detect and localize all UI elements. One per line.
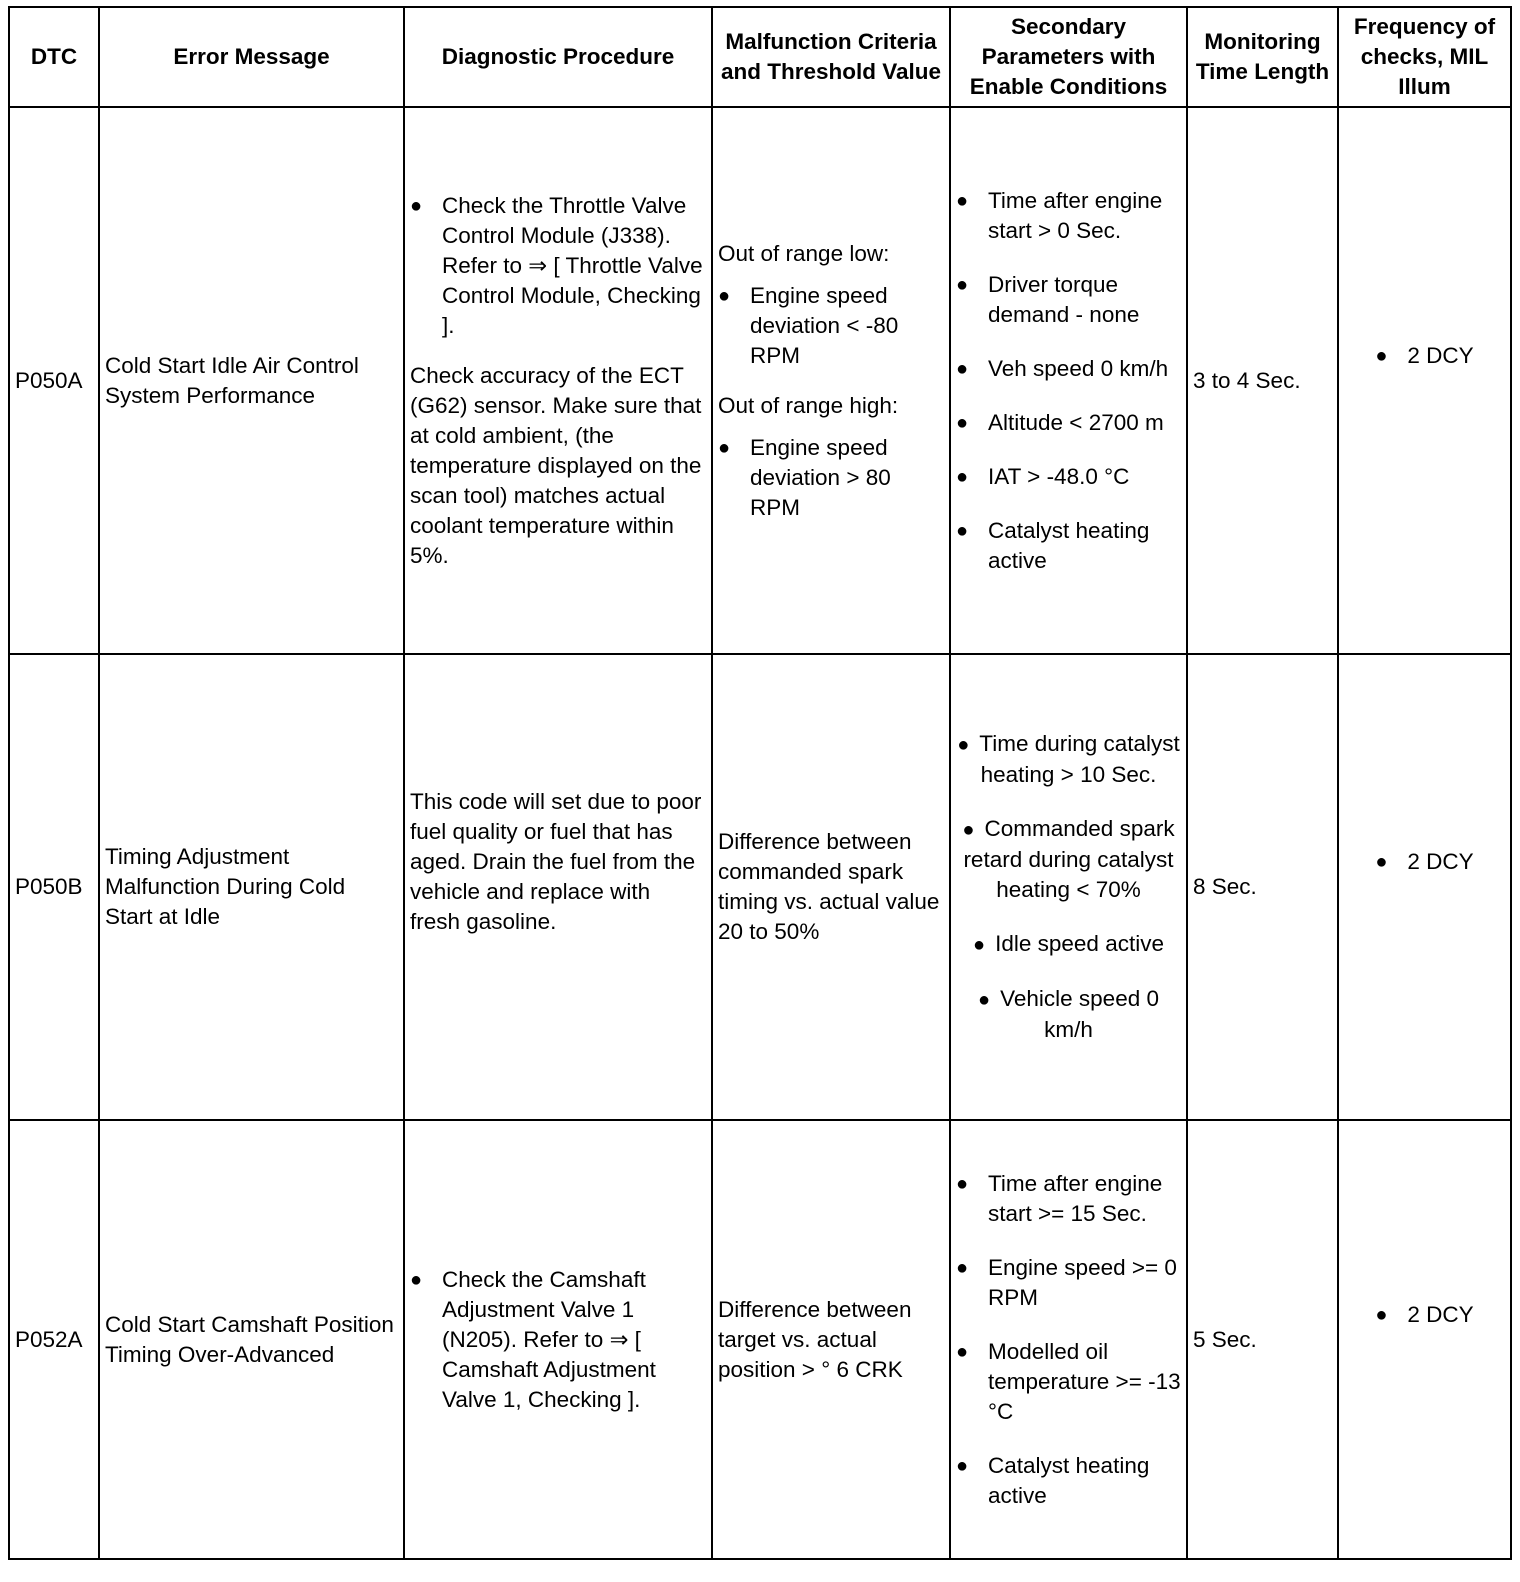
dtc-code: P050A bbox=[9, 107, 99, 654]
error-message: Cold Start Idle Air Control System Performance bbox=[99, 107, 404, 654]
list-item: ● Idle speed active bbox=[956, 929, 1181, 960]
table-row bbox=[9, 107, 1511, 654]
procedure-bullet: ● Check the Throttle Valve Control Module (J338). Refer to ⇒ [ Throttle Valve Control Module, Checking ]. bbox=[410, 191, 706, 341]
criteria-low-label: Out of range low: bbox=[718, 240, 890, 266]
list-item: ● Commanded spark retard during catalyst heating < 70% bbox=[956, 814, 1181, 905]
secondary-parameters bbox=[950, 1120, 1187, 1559]
malfunction-criteria bbox=[712, 107, 950, 654]
criteria-low-list bbox=[718, 281, 944, 371]
frequency bbox=[1338, 654, 1511, 1120]
list-item: ● Time after engine start >= 15 Sec. bbox=[956, 1169, 1181, 1229]
list-item: ● IAT > -48.0 °C bbox=[956, 462, 1181, 492]
header-row bbox=[9, 7, 1511, 107]
secondary-parameters bbox=[950, 654, 1187, 1120]
monitoring-time: 5 Sec. bbox=[1187, 1120, 1338, 1559]
secondary-list bbox=[956, 186, 1181, 576]
frequency bbox=[1338, 1120, 1511, 1559]
frequency-list bbox=[1375, 847, 1473, 877]
header-error-message: Error Message bbox=[99, 7, 404, 107]
table-row bbox=[9, 654, 1511, 1120]
list-item: ● Time during catalyst heating > 10 Sec. bbox=[956, 729, 1181, 790]
list-item: ● Modelled oil temperature >= -13 °C bbox=[956, 1337, 1181, 1427]
criteria-high-label: Out of range high: bbox=[718, 392, 899, 418]
table-row bbox=[9, 1120, 1511, 1559]
secondary-parameters bbox=[950, 107, 1187, 654]
criteria-high-list bbox=[718, 433, 944, 523]
header-dtc: DTC bbox=[9, 7, 99, 107]
frequency-list bbox=[1375, 341, 1473, 371]
procedure-list bbox=[410, 191, 706, 341]
secondary-list bbox=[956, 1169, 1181, 1511]
error-message: Timing Adjustment Malfunction During Cold Start at Idle bbox=[99, 654, 404, 1120]
procedure-text: Check accuracy of the ECT (G62) sensor. Make sure that at cold ambient, (the temperature displayed on the scan tool) matches actual coolant temperature within 5%. bbox=[410, 362, 702, 568]
header-secondary-parameters: Secondary Parameters with Enable Conditions bbox=[950, 7, 1187, 107]
list-item: ● Altitude < 2700 m bbox=[956, 408, 1181, 438]
diagnostic-procedure bbox=[404, 654, 712, 1120]
list-item: ● Veh speed 0 km/h bbox=[956, 354, 1181, 384]
malfunction-criteria: Difference between target vs. actual position > ° 6 CRK bbox=[712, 1120, 950, 1559]
dtc-code: P052A bbox=[9, 1120, 99, 1559]
frequency-bullet: ● 2 DCY bbox=[1375, 847, 1473, 877]
list-item: ● Vehicle speed 0 km/h bbox=[956, 984, 1181, 1045]
frequency bbox=[1338, 107, 1511, 654]
header-frequency: Frequency of checks, MIL Illum bbox=[1338, 7, 1511, 107]
diagnostic-procedure bbox=[404, 107, 712, 654]
frequency-bullet: ● 2 DCY bbox=[1375, 1300, 1473, 1330]
list-item: ● Engine speed >= 0 RPM bbox=[956, 1253, 1181, 1313]
frequency-bullet: ● 2 DCY bbox=[1375, 341, 1473, 371]
header-malfunction-criteria: Malfunction Criteria and Threshold Value bbox=[712, 7, 950, 107]
dtc-table bbox=[8, 6, 1512, 1560]
procedure-bullet: ● Check the Camshaft Adjustment Valve 1 (N205). Refer to ⇒ [ Camshaft Adjustment Valve 1, Checking ]. bbox=[410, 1265, 706, 1415]
dtc-code: P050B bbox=[9, 654, 99, 1120]
error-message: Cold Start Camshaft Position Timing Over-Advanced bbox=[99, 1120, 404, 1559]
criteria-high-bullet: ● Engine speed deviation > 80 RPM bbox=[718, 433, 944, 523]
header-diagnostic-procedure: Diagnostic Procedure bbox=[404, 7, 712, 107]
frequency-list bbox=[1375, 1300, 1473, 1330]
header-monitoring-time: Monitoring Time Length bbox=[1187, 7, 1338, 107]
procedure-list bbox=[410, 1265, 706, 1415]
secondary-list bbox=[956, 729, 1181, 1045]
monitoring-time: 3 to 4 Sec. bbox=[1187, 107, 1338, 654]
list-item: ● Catalyst heating active bbox=[956, 516, 1181, 576]
malfunction-criteria: Difference between commanded spark timing vs. actual value 20 to 50% bbox=[712, 654, 950, 1120]
criteria-low-bullet: ● Engine speed deviation < -80 RPM bbox=[718, 281, 944, 371]
list-item: ● Time after engine start > 0 Sec. bbox=[956, 186, 1181, 246]
diagnostic-procedure bbox=[404, 1120, 712, 1559]
procedure-text: This code will set due to poor fuel quality or fuel that has aged. Drain the fuel from the vehicle and replace with fresh gasoline. bbox=[410, 789, 702, 934]
list-item: ● Catalyst heating active bbox=[956, 1451, 1181, 1511]
list-item: ● Driver torque demand - none bbox=[956, 270, 1181, 330]
monitoring-time: 8 Sec. bbox=[1187, 654, 1338, 1120]
